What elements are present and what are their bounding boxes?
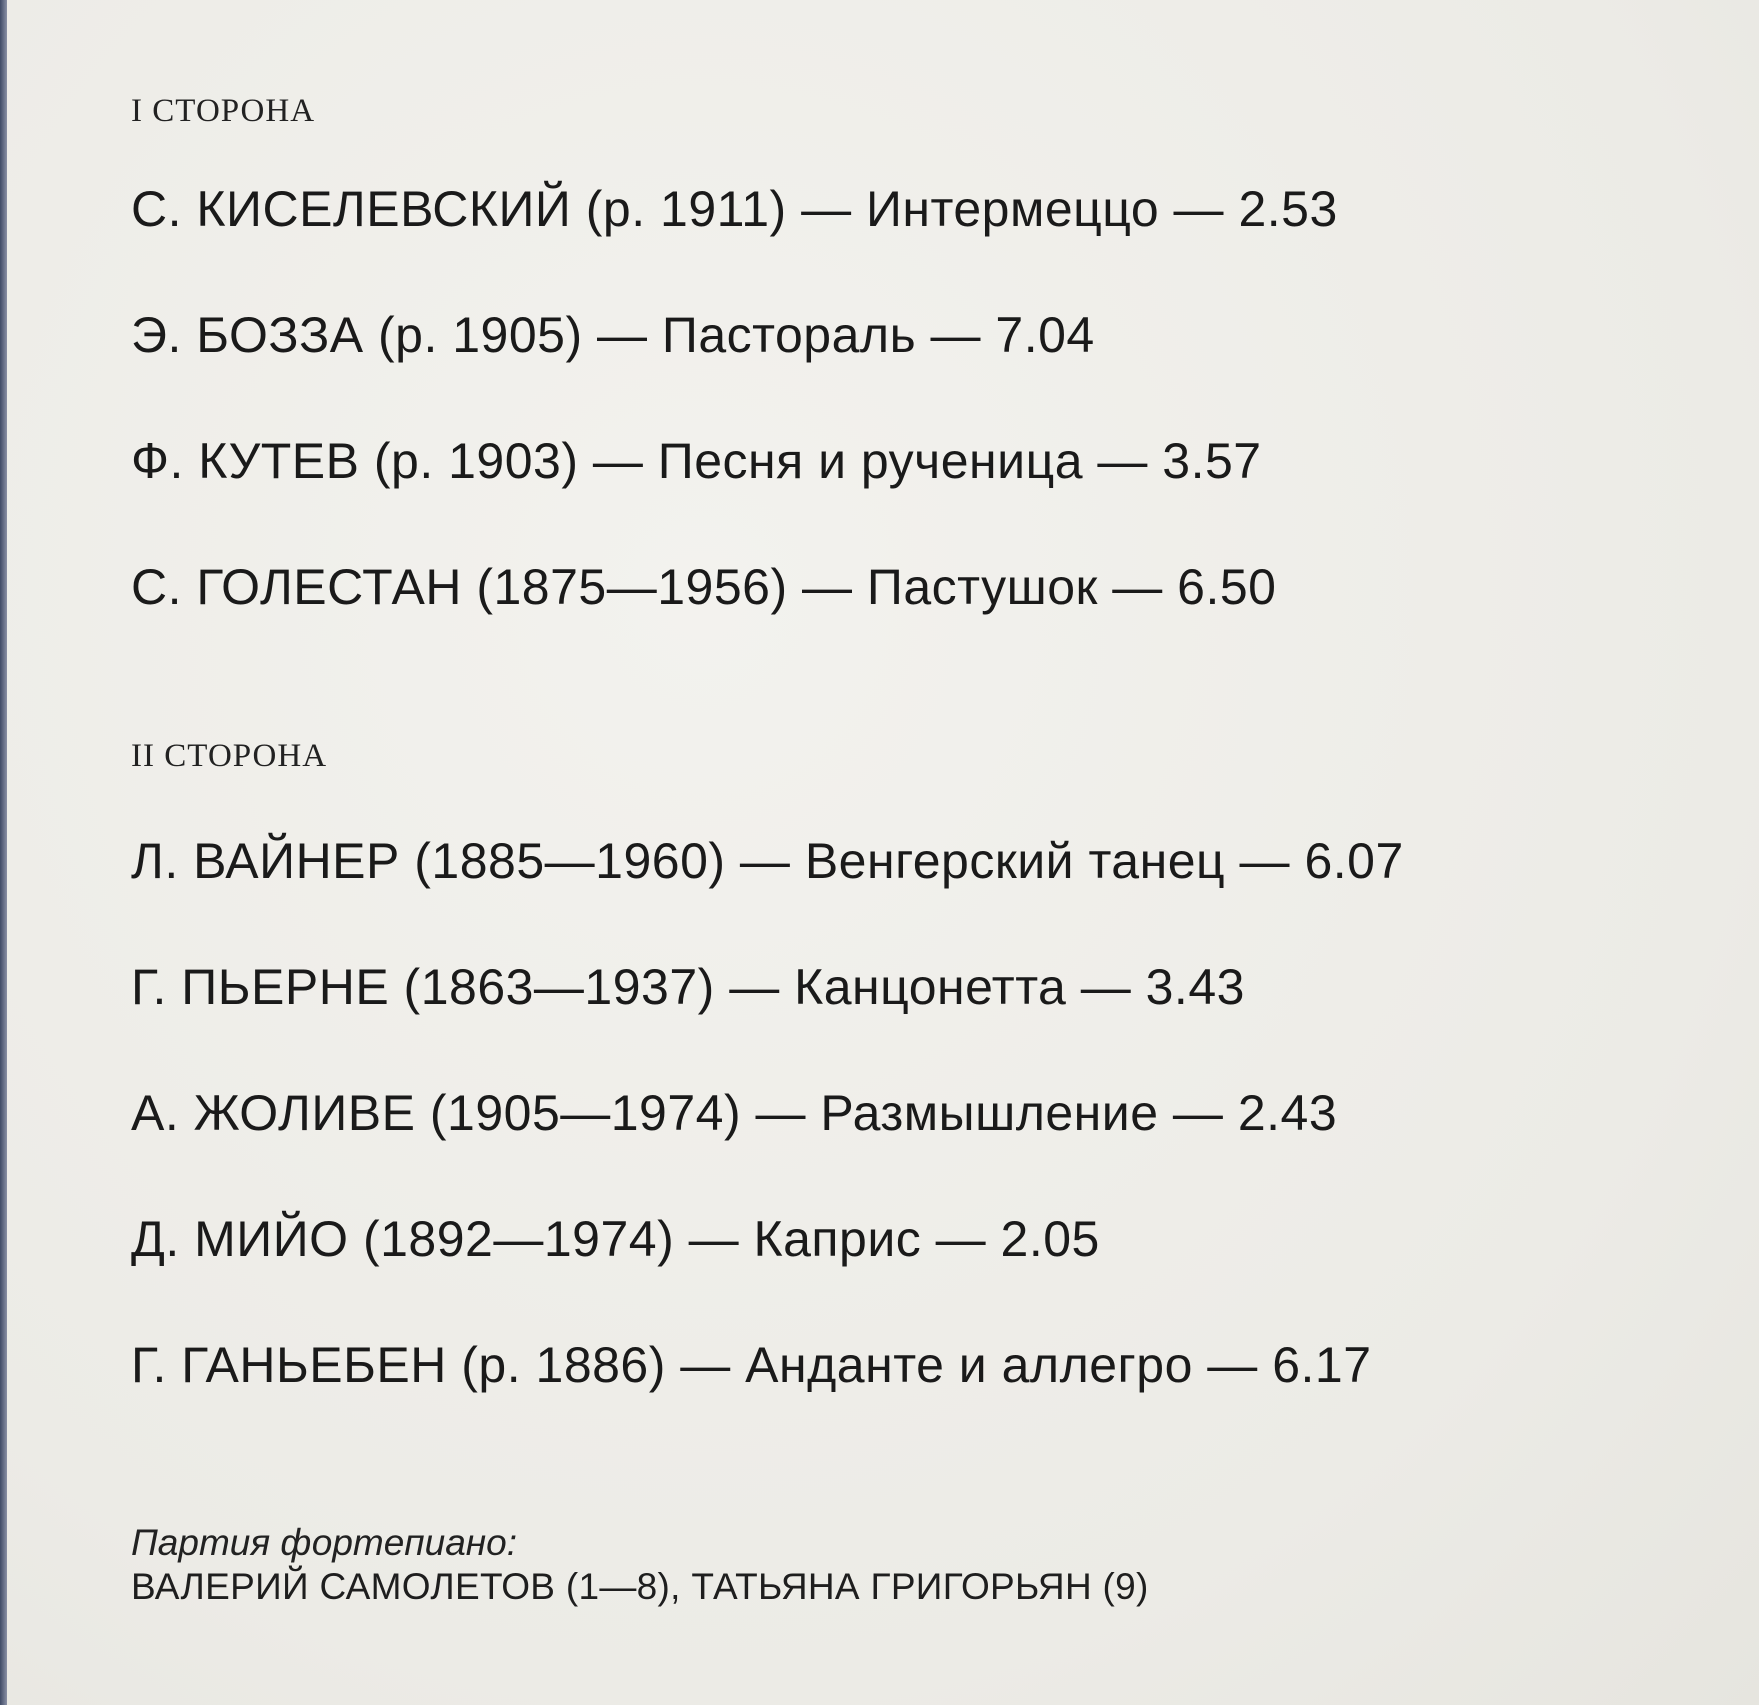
track-2: Э. БОЗЗА (р. 1905) — Пастораль — 7.04 — [131, 307, 1095, 363]
track-3: Ф. КУТЕВ (р. 1903) — Песня и ручeница — 3.57 — [131, 433, 1262, 489]
side-two-label: II СТОРОНА — [131, 738, 328, 774]
track-8: Д. МИЙО (1892—1974) — Каприс — 2.05 — [131, 1211, 1100, 1267]
track-9: Г. ГАНЬЕБЕН (р. 1886) — Анданте и аллегро — 6.17 — [131, 1337, 1372, 1393]
piano-credit-label: Партия фортепиано: — [131, 1522, 518, 1563]
track-1: С. КИСЕЛЕВСКИЙ (р. 1911) — Интермеццо — 2.53 — [131, 181, 1338, 237]
track-7: А. ЖОЛИВЕ (1905—1974) — Размышление — 2.43 — [131, 1085, 1338, 1141]
side-one-label: I СТОРОНА — [131, 93, 316, 129]
piano-credit-names: ВАЛЕРИЙ САМОЛЕТОВ (1—8), ТАТЬЯНА ГРИГОРЬЯН (9) — [131, 1566, 1149, 1607]
track-4: С. ГОЛЕСТАН (1875—1956) — Пастушок — 6.50 — [131, 559, 1277, 615]
track-6: Г. ПЬЕРНЕ (1863—1937) — Канцонетта — 3.43 — [131, 959, 1245, 1015]
track-5: Л. ВАЙНЕР (1885—1960) — Венгерский танец — 6.07 — [131, 833, 1404, 889]
